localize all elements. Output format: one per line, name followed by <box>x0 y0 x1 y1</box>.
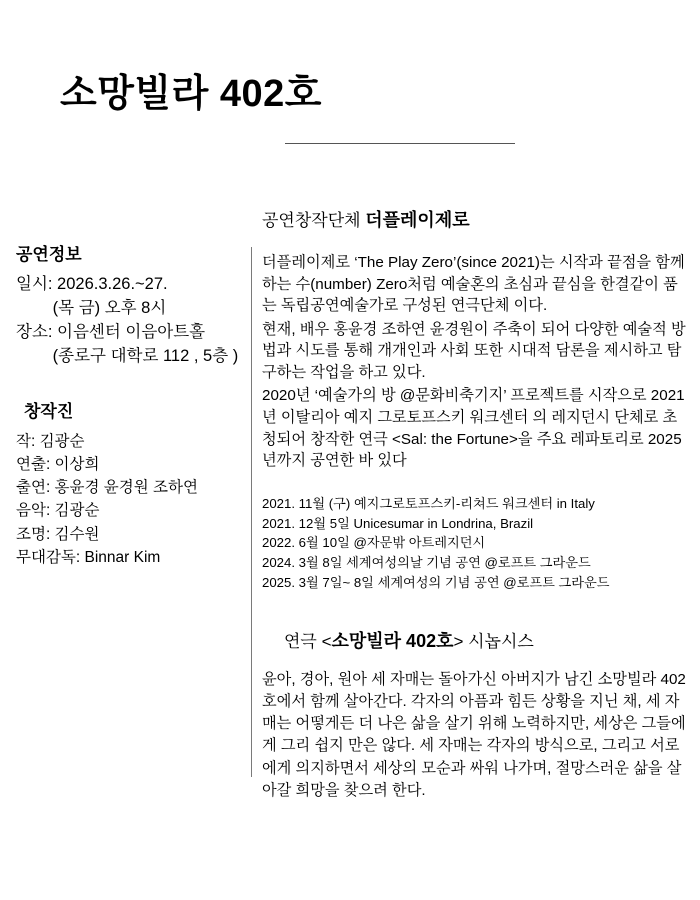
credit-stage-manager: 무대감독: Binnar Kim <box>16 548 161 566</box>
credit-writer: 작: 김광순 <box>16 432 85 450</box>
credits-heading: 창작진 <box>24 401 74 421</box>
synopsis-heading-prefix: 연극 < <box>284 631 332 651</box>
credit-lighting: 조명: 김수원 <box>16 525 100 543</box>
company-label: 공연창작단체 <box>262 211 366 230</box>
company-intro-paragraph-2: 현재, 배우 홍윤경 조하연 윤경원이 주축이 되어 다양한 예술적 방법과 시도를 통해 개개인과 사회 또한 시대적 담론을 제시하고 탐구하는 작업을 하고 있다. <box>262 320 686 381</box>
performance-info-heading: 공연정보 <box>16 245 82 264</box>
synopsis-heading-title: 소망빌라 402호 <box>331 630 454 651</box>
info-line-date: 일시: 2026.3.26.~27. <box>16 275 168 293</box>
spacer <box>16 369 266 397</box>
company-intro-paragraph-1: 더플레이제로 ‘The Play Zero’(since 2021)는 시작과 끝점을 함께 하는 수(number) Zero처럼 예술혼의 초심과 끝심을 한결같이 품는 독립공연예술가로 구성된 연극단체 이다. <box>262 254 685 315</box>
credit-cast: 출연: 홍윤경 윤경원 조하연 <box>16 479 198 497</box>
page-title: 소망빌라 402호 <box>60 73 322 115</box>
synopsis-heading <box>262 627 686 653</box>
info-line-venue: 장소: 이음센터 이음아트홀 <box>16 322 206 341</box>
title-divider <box>285 143 515 144</box>
company-heading <box>262 206 686 232</box>
performance-info-column <box>16 240 266 569</box>
history-item: 2022. 6월 10일 @자문밖 아트레지던시 <box>262 535 486 551</box>
synopsis-text: 윤아, 경아, 원아 세 자매는 돌아가신 아버지가 남긴 소망빌라 402호에서 함께 살아간다. 각자의 아픔과 힘든 상황을 지닌 채, 세 자매는 어떻게든 더 나은 삶을 살기 위해 노력하지만, 세상은 그들에게 그리 쉽지 만은 않다. 세 자매는 각자의 방식으로, 그리고 서로에게 의지하면서 세상의 모순과 싸워 나가며, 절망스러운 삶을 살아갈 희망을 찾으려 한다. <box>262 670 686 799</box>
credit-music: 음악: 김광순 <box>16 502 100 520</box>
synopsis-heading-suffix: > 시놉시스 <box>453 631 534 651</box>
info-line-address: (종로구 대학로 112 , 5층 ) <box>16 346 239 365</box>
info-line-time: (목 금) 오후 8시 <box>16 298 167 317</box>
performance-history-list <box>262 494 686 593</box>
history-item: 2024. 3월 8일 세계여성의날 기념 공연 @로프트 그라운드 <box>262 555 591 571</box>
history-item: 2021. 11월 (구) 예지그로토프스키-리쳐드 워크센터 in Italy <box>262 495 595 511</box>
company-name: 더플레이제로 <box>365 210 470 230</box>
company-description-column <box>262 206 686 802</box>
company-intro-paragraph-3: 2020년 ‘예술가의 방 @문화비축기지’ 프로젝트를 시작으로 2021년 이탈리아 예지 그로토프스키 워크센터 의 레지던시 단체로 초청되어 창작한 연극 <Sal: the Fortune>을 주요 레파토리로 2025년까지 공연한 바 있다 <box>262 387 685 470</box>
history-item: 2021. 12월 5일 Unicesumar in Londrina, Brazil <box>262 515 534 531</box>
credit-director: 연출: 이상희 <box>16 455 100 473</box>
history-item: 2025. 3월 7일~ 8일 세계여성의 기념 공연 @로프트 그라운드 <box>262 574 610 590</box>
